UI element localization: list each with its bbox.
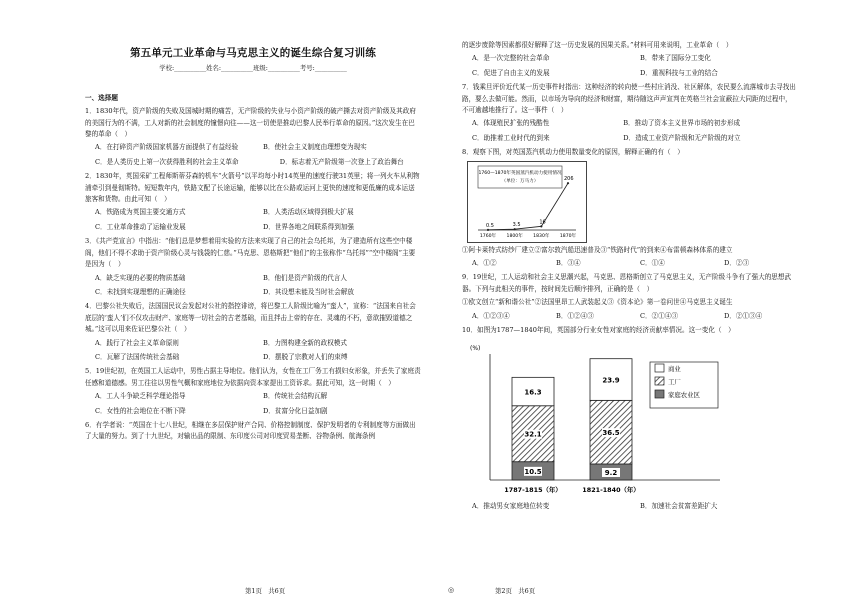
option-d: D．其设想未能及当时社会解放 bbox=[263, 287, 355, 296]
chart-title: 1760—1870年英国蒸汽机动力使用情况 bbox=[478, 170, 562, 176]
steam-power-chart bbox=[467, 161, 587, 243]
option-a: A．践行了社会主义革命原则 bbox=[95, 338, 179, 347]
x-tick-label: 1800年 bbox=[506, 233, 523, 239]
option-a: A．铁路成为英国主要交通方式 bbox=[95, 208, 186, 217]
question-2 bbox=[85, 171, 421, 233]
option-a: A．在打碎资产阶级国家机器方面提供了有益经验 bbox=[95, 143, 239, 152]
option-c: C．是人类历史上第一次获得胜利的社会主义革命 bbox=[95, 157, 239, 166]
x-tick-label: 1787-1815（年） bbox=[504, 485, 562, 494]
option-a: A．①②③④ bbox=[472, 311, 510, 320]
option-b: B．使社会主义制度由理想变为现实 bbox=[263, 143, 367, 152]
option-d: D．②③ bbox=[724, 259, 750, 268]
question-stem: 10．如图为1787—1840年间，英国部分行业女性对家庭的经济贡献率情况。这一变化（ ） bbox=[462, 326, 735, 335]
option-d: D．②①③④ bbox=[724, 311, 763, 320]
question-8 bbox=[462, 147, 798, 269]
data-label: 16 bbox=[539, 219, 546, 226]
option-b: B．推动了资本主义世界市场的初步形成 bbox=[623, 119, 741, 128]
question-stem: 5．19世纪初，在英国工人运动中，男性占据主导地位。他们认为，女性在工厂务工有损妇女形象，并丢失了家庭责任感和道德感。男工往往以男性气概和家庭地位为依据向资本家提出工资诉求。据此可知，这一时期（ ） bbox=[85, 367, 421, 387]
data-label: 16.3 bbox=[524, 388, 542, 397]
footer-page-right: 第2页 共6页 bbox=[495, 587, 536, 595]
option-a: A．工人斗争缺乏科学理论指导 bbox=[95, 392, 186, 401]
x-tick-label: 1760年 bbox=[479, 233, 497, 239]
binding-mark: ◎ bbox=[448, 586, 455, 594]
question-10 bbox=[462, 325, 798, 512]
data-label: 3.5 bbox=[512, 221, 521, 228]
section-heading: 一、选择题 bbox=[85, 93, 118, 102]
question-stem: 3．《共产党宣言》中指出：“他们总是梦想着用实验的方法来实现了自己的社会乌托邦，为了建造所有这些空中楼阁，他们不得不求助于资产阶级心灵与钱袋的仁慈。”马克思、恩格斯把“他们”的主张称作“乌托邦”“空中楼阁”主要是因为（ ） bbox=[85, 237, 416, 269]
data-point bbox=[514, 228, 516, 230]
legend-label: 工厂 bbox=[668, 377, 681, 386]
legend-swatch bbox=[655, 377, 664, 385]
question-stem: 的逐步废除等因素都很好解释了这一历史发展的因果关系。”材料可用来说明，工业革命（ ） bbox=[462, 41, 733, 49]
student-info-line: 学校:__________姓名:__________班级:__________考号:__________ bbox=[159, 64, 347, 73]
data-label: 10.5 bbox=[524, 467, 542, 476]
option-b: B．加速社会贫富差距扩大 bbox=[640, 501, 718, 510]
female-contribution-chart-svg bbox=[470, 340, 730, 498]
data-label: 32.1 bbox=[524, 430, 542, 439]
x-tick-label: 1821-1840（年） bbox=[582, 485, 640, 494]
option-d: D．重视科技与工业的结合 bbox=[640, 68, 718, 77]
option-c: C．①④ bbox=[640, 259, 665, 268]
option-a: A．缺乏实现的必要的物质基础 bbox=[95, 273, 186, 282]
x-tick-label: 1830年 bbox=[533, 233, 550, 239]
question-9 bbox=[462, 272, 798, 322]
chart-title-box bbox=[478, 166, 562, 188]
question-3 bbox=[85, 236, 421, 298]
option-c: C．女性的社会地位在不断下降 bbox=[95, 406, 186, 415]
question-stem: 8．观察下图，对英国蒸汽机动力使用数量变化的原因，解释正确的有（ ） bbox=[462, 148, 684, 157]
option-b: B．①②④③ bbox=[556, 311, 594, 320]
question-5 bbox=[85, 366, 421, 417]
question-stem: 6．有学者说：“英国在十七八世纪，相继在多层保护财产合同、价格控制制度、保护发明者的专利制度等方面做出了大量的努力。到了十九世纪，对输出品的限制、东印度公司对印度贸易垄断、谷物条例、航海条例 bbox=[85, 420, 416, 441]
option-d: D．世界各地之间联系得到加强 bbox=[263, 222, 355, 231]
option-b: B．他们是资产阶级的代言人 bbox=[263, 273, 347, 282]
statements: ①欧文创立“新和谐公社”②法国里昂工人武装起义③《资本论》第一卷问世④马克思主义诞生 bbox=[462, 298, 733, 307]
option-a: A．体现殖民扩张的残酷性 bbox=[472, 119, 550, 128]
option-a: A．是一次完整的社会革命 bbox=[472, 54, 550, 63]
right-column bbox=[462, 0, 798, 515]
question-stem: 2．1830年，英国采矿工程师斯蒂芬森的机车“火箭号”以平均每小时14英里的速度行驶31英里；将一列火车从利物浦牵引到曼彻斯特。短短数年内，铁路文配了长途运输，能够以比在公路或运河上更快的速度和更低廉的成本运送旅客和货物。由此可知（ ） bbox=[85, 172, 420, 204]
steam-power-chart-svg bbox=[468, 162, 586, 242]
x-tick-label: 1870年 bbox=[559, 233, 577, 239]
option-b: B．③④ bbox=[556, 259, 581, 268]
data-label: 206 bbox=[564, 175, 574, 182]
footer-page-left: 第1页 共6页 bbox=[245, 587, 286, 595]
legend-label: 商业 bbox=[668, 364, 681, 373]
option-d: D．摆脱了宗教对人们的束缚 bbox=[263, 352, 348, 361]
data-point bbox=[540, 225, 542, 227]
option-c: C．助推着工业时代的到来 bbox=[472, 133, 550, 142]
question-stem: 1．1830年代，资产阶级的失败及国城时期的痛苦，无产阶级的失业与小资产阶级的破产撕去对资产阶级及其政府的美国行为的不满，工人对新的社会制度的憧憬向往——这一切使是推动巴黎人民举行革命的原因。”这次发生在巴黎的革命（ ） bbox=[85, 107, 416, 139]
left-column bbox=[85, 0, 421, 445]
option-c: C．促进了自由主义的发展 bbox=[472, 68, 550, 77]
chart-subtitle: （单位：万马力） bbox=[501, 178, 539, 184]
question-6-continued bbox=[462, 40, 798, 79]
option-c: C．瓦解了法国传统社会基础 bbox=[95, 352, 180, 361]
option-d: D．贫富分化日益加剧 bbox=[263, 406, 328, 415]
question-stem: 7．钱乘旦评价近代某一历史事件时指出：这种经济的转向使一些村庄消没、社区解体，农民要么流落城市去寻找出路，要么去做可能。然而，以市场为导向的经济和财富，期待随这声声宣判在英格兰社会宣蔽拉大同距的过程中，不可逾越地推行了。这一事件（ ） bbox=[462, 83, 796, 115]
legend-swatch bbox=[655, 390, 664, 398]
data-label: 0.5 bbox=[486, 222, 494, 229]
option-d: D．造成工业资产阶级和无产阶级的对立 bbox=[623, 133, 741, 142]
data-label: 36.5 bbox=[602, 428, 620, 437]
y-axis-label: (%) bbox=[470, 344, 481, 352]
option-c: C．未找到实现理想的正确途径 bbox=[95, 287, 186, 296]
option-c: C．②①④③ bbox=[640, 311, 679, 320]
legend-swatch bbox=[655, 364, 664, 372]
female-contribution-chart bbox=[470, 340, 730, 498]
question-6 bbox=[85, 420, 421, 443]
option-a: A．推动男女家庭地位转变 bbox=[472, 501, 550, 510]
option-a: A．①② bbox=[472, 259, 497, 268]
question-4 bbox=[85, 301, 421, 363]
legend-label: 家庭农业区 bbox=[668, 390, 700, 399]
page-title: 第五单元工业革命与马克思主义的诞生综合复习训练 bbox=[129, 47, 377, 59]
option-b: B．带来了国际分工变化 bbox=[640, 54, 711, 63]
data-point bbox=[487, 228, 489, 230]
question-1 bbox=[85, 106, 421, 168]
option-b: B．人类活动区域得到极大扩展 bbox=[263, 208, 354, 217]
data-point bbox=[567, 182, 569, 184]
option-b: B．传统社会结构瓦解 bbox=[263, 392, 328, 401]
data-label: 9.2 bbox=[604, 468, 618, 477]
statements: ①阿卡莱特式纺纱厂建立②富尔敦汽船迅速普及③“铁路时代”的到来④布雷顿森林体系的建立 bbox=[462, 245, 733, 254]
question-stem: 9．19世纪，工人运动和社会主义思潮兴起，马克思、恩格斯创立了马克思主义，无产阶级斗争有了强大的思想武器。下列与此相关的事件，按时间先后顺序排列，正确的是（ ） bbox=[462, 273, 792, 293]
series-line bbox=[488, 183, 568, 230]
question-7 bbox=[462, 82, 798, 144]
question-stem: 4．巴黎公社失败后，法国国民议会发起对公社的指控诽谤，将巴黎工人阶级比喻为“蛮人”，宣称：“法国来自社会底层的‘蛮人’们不仅攻击财产、家庭等一切社会的古老基础，而且拌击上帝的存在、灵魂的不朽，意欲摧毁道德之城。”这可以用来佐证巴黎公社（ ） bbox=[85, 302, 416, 334]
option-c: C．工业革命推动了运输业发展 bbox=[95, 222, 186, 231]
option-d: D．标志着无产阶级第一次登上了政治舞台 bbox=[279, 157, 404, 166]
data-label: 23.9 bbox=[602, 376, 620, 385]
option-b: B．力图构建全新的政权模式 bbox=[263, 338, 347, 347]
